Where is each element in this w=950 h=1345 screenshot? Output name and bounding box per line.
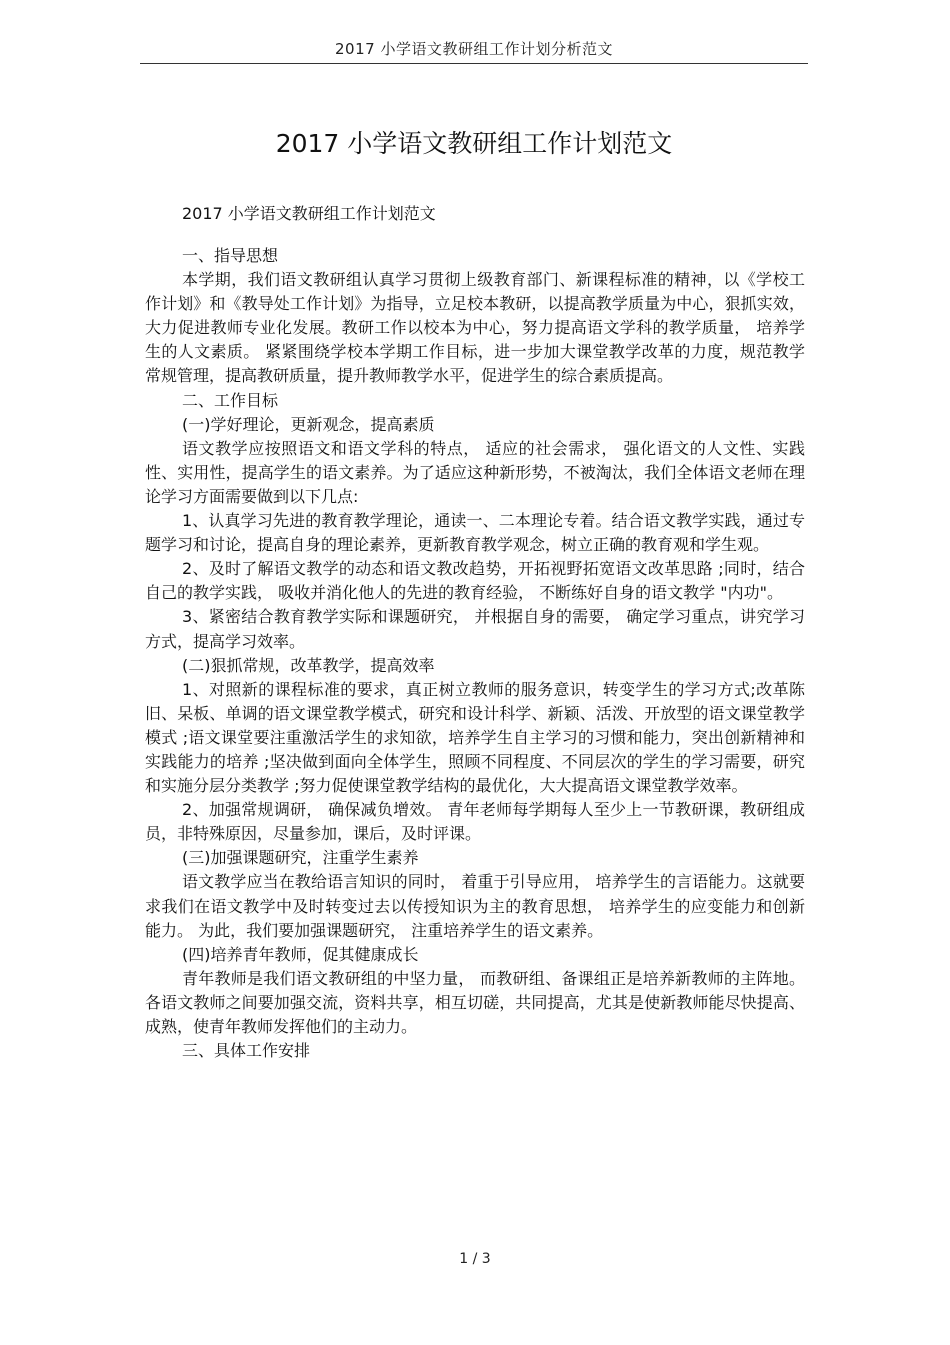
list-item: 2、加强常规调研， 确保减负增效。 青年老师每学期每人至少上一节教研课，教研组成员，非特殊原因，尽量参加，课后，及时评课。: [145, 800, 805, 844]
subsection-heading: (二)狠抓常规，改革教学，提高效率: [182, 655, 435, 675]
page-number: 1 / 3: [459, 1251, 491, 1267]
paragraph: 本学期，我们语文教研组认真学习贯彻上级教育部门、新课程标准的精神，以《学校工作计划》和《教导处工作计划》为指导，立足校本教研，以提高教学质量为中心，狠抓实效，大力促进教师专业化发展。教研工作以校本为中心，努力提高语文学科的教学质量， 培养学生的人文素质。 紧紧围绕学校本学期工作目标，进一步加大课堂教学改革的力度，规范教学常规管理，提高教研质量，提升教师教学水平，促进学生的综合素质提高。: [145, 270, 805, 386]
list-item: 3、紧密结合教育教学实际和课题研究， 并根据自身的需要， 确定学习重点，讲究学习方式，提高学习效率。: [145, 607, 805, 651]
subsection-heading: (一)学好理论，更新观念，提高素质: [182, 414, 435, 434]
document-title: 2017 小学语文教研组工作计划范文: [275, 129, 673, 158]
section-heading-work-arrangement: 三、具体工作安排: [182, 1041, 311, 1061]
running-header: 2017 小学语文教研组工作计划分析范文: [335, 40, 613, 58]
subsection-heading: (三)加强课题研究，注重学生素养: [182, 848, 419, 868]
list-item: 1、认真学习先进的教育教学理论，通读一、二本理论专着。结合语文教学实践，通过专题学习和讨论，提高自身的理论素养，更新教育教学观念，树立正确的教育观和学生观。: [145, 511, 805, 555]
section-heading-guiding-ideology: 一、指导思想: [182, 246, 279, 265]
section-heading-work-goals: 二、工作目标: [182, 390, 279, 410]
paragraph: 语文教学应当在教给语言知识的同时， 着重于引导应用， 培养学生的言语能力。这就要求我们在语文教学中及时转变过去以传授知识为主的教育思想， 培养学生的应变能力和创新能力。 为此，我们要加强课题研究， 注重培养学生的语文素养。: [145, 872, 805, 940]
list-item: 1、对照新的课程标准的要求，真正树立教师的服务意识，转变学生的学习方式;改革陈旧、呆板、单调的语文课堂教学模式，研究和设计科学、新颖、活泼、开放型的语文课堂教学模式 ;语文课堂要注重激活学生的求知欲，培养学生自主学习的习惯和能力，突出创新精神和实践能力的培养 ;坚决做到面向全体学生，照顾不同程度、不同层次的学生的学习需要，研究和实施分层分类教学 ;努力促使课堂教学结构的最优化，大大提高语文课堂教学效率。: [145, 679, 805, 796]
paragraph: 语文教学应按照语文和语文学科的特点， 适应的社会需求， 强化语文的人文性、实践性、实用性，提高学生的语文素养。为了适应这种新形势，不被淘汰，我们全体语文老师在理论学习方面需要做到以下几点:: [145, 438, 805, 506]
document-subtitle: 2017 小学语文教研组工作计划范文: [182, 204, 436, 223]
header-divider: [140, 63, 808, 64]
paragraph: 青年教师是我们语文教研组的中坚力量， 而教研组、备课组正是培养新教师的主阵地。各语文教师之间要加强交流，资料共享，相互切磋，共同提高，尤其是使新教师能尽快提高、成熟，使青年教师发挥他们的主动力。: [145, 968, 805, 1036]
document-body: [145, 202, 805, 1063]
subsection-heading: (四)培养青年教师，促其健康成长: [182, 944, 419, 964]
list-item: 2、及时了解语文教学的动态和语文教改趋势，开拓视野拓宽语文改革思路 ;同时，结合自己的教学实践， 吸收并消化他人的先进的教育经验， 不断练好自身的语文教学 "内功"。: [145, 559, 805, 603]
